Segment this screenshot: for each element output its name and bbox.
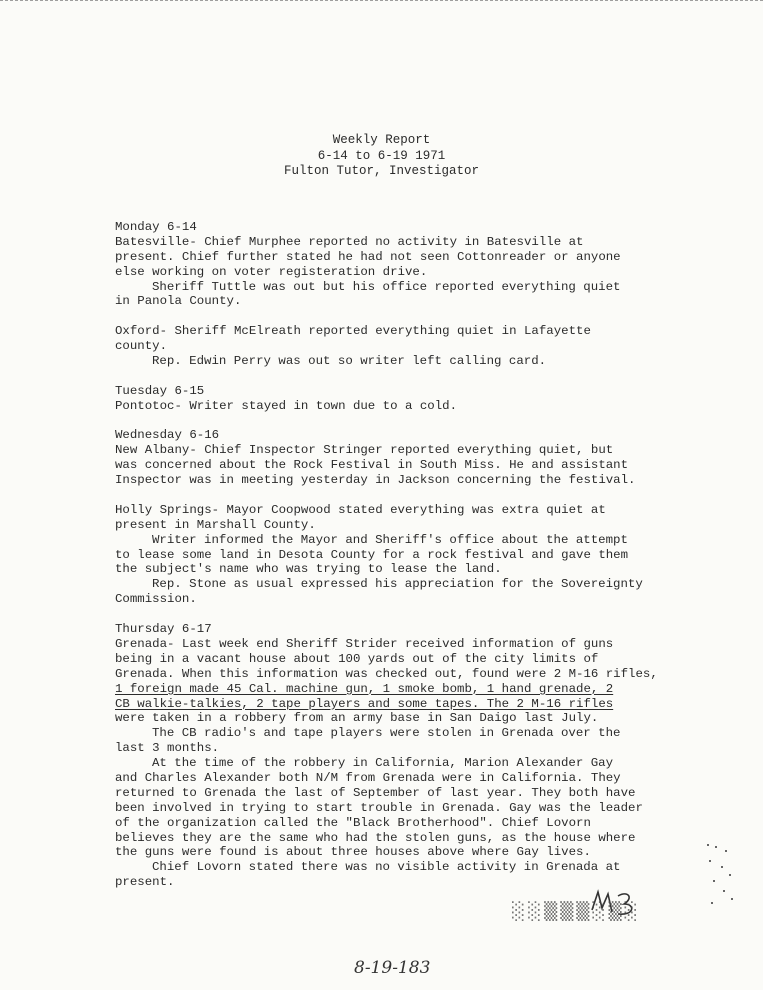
body-line: returned to Grenada the last of September of last year. They both have bbox=[115, 785, 636, 800]
body-line: to lease some land in Desota County for a rock festival and gave them bbox=[115, 547, 629, 562]
body-line-underlined: CB walkie-talkies, 2 tape players and some tapes. The 2 M-16 rifles bbox=[115, 696, 614, 711]
body-line: and Charles Alexander both N/M from Grenada were in California. They bbox=[115, 770, 621, 785]
body-line: Sheriff Tuttle was out but his office reported everything quiet bbox=[152, 279, 621, 294]
body-line: Rep. Stone as usual expressed his appreciation for the Sovereignty bbox=[152, 577, 643, 592]
body-line: else working on voter registeration drive. bbox=[115, 264, 428, 279]
body-line: Inspector was in meeting yesterday in Jackson concerning the festival. bbox=[115, 473, 636, 488]
body-line: present in Marshall County. bbox=[115, 517, 316, 532]
day-heading: Thursday 6-17 bbox=[115, 622, 212, 637]
report-title: Weekly Report bbox=[332, 133, 431, 147]
report-body bbox=[115, 220, 658, 890]
body-line: been involved in trying to start trouble in Grenada. Gay was the leader bbox=[115, 800, 643, 815]
body-line: present. bbox=[115, 875, 175, 890]
body-line: the subject's name who was trying to lease the land. bbox=[115, 562, 502, 577]
body-line: Writer informed the Mayor and Sheriff's office about the attempt bbox=[152, 532, 628, 547]
report-author: Fulton Tutor, Investigator bbox=[283, 164, 480, 178]
body-line: Rep. Edwin Perry was out so writer left calling card. bbox=[152, 354, 547, 369]
day-heading: Wednesday 6-16 bbox=[115, 428, 220, 443]
body-line: The CB radio's and tape players were stolen in Grenada over the bbox=[152, 726, 621, 741]
body-line: were taken in a robbery from an army base in San Daigo last July. bbox=[115, 711, 599, 726]
body-line: last 3 months. bbox=[115, 741, 220, 756]
scan-noise-marks bbox=[705, 840, 735, 910]
body-line: Grenada- Last week end Sheriff Strider received information of guns bbox=[115, 636, 614, 651]
body-line: At the time of the robbery in California, Marion Alexander Gay bbox=[152, 756, 614, 771]
day-heading: Monday 6-14 bbox=[115, 220, 197, 234]
faded-stamp: ░░▒▒▒░▒░ bbox=[512, 902, 641, 922]
body-line: Batesville- Chief Murphee reported no activity in Batesville at bbox=[115, 234, 584, 249]
body-line: county. bbox=[115, 339, 168, 354]
body-line: of the organization called the "Black Brotherhood". Chief Lovorn bbox=[115, 815, 591, 830]
body-line: Pontotoc- Writer stayed in town due to a cold. bbox=[115, 398, 458, 413]
body-line: was concerned about the Rock Festival in South Miss. He and assistant bbox=[115, 458, 629, 473]
body-line: believes they are the same who had the stolen guns, as the house where bbox=[115, 830, 636, 845]
body-line: being in a vacant house about 100 yards out of the city limits of bbox=[115, 651, 599, 666]
day-heading: Tuesday 6-15 bbox=[115, 383, 205, 398]
report-dates: 6-14 to 6-19 1971 bbox=[317, 148, 446, 163]
body-line: the guns were found is about three houses above where Gay lives. bbox=[115, 845, 591, 860]
body-line: Holly Springs- Mayor Coopwood stated everything was extra quiet at bbox=[115, 502, 606, 517]
scan-edge-marks bbox=[0, 0, 763, 5]
report-header bbox=[0, 133, 763, 180]
body-line: New Albany- Chief Inspector Stringer reported everything quiet, but bbox=[115, 443, 614, 458]
page-number: 8-19-183 bbox=[354, 958, 431, 978]
body-line: present. Chief further stated he had not seen Cottonreader or anyone bbox=[115, 249, 621, 264]
body-line: Oxford- Sheriff McElreath reported everything quiet in Lafayette bbox=[115, 324, 591, 339]
body-line: in Panola County. bbox=[115, 294, 242, 309]
body-line: Grenada. When this information was checked out, found were 2 M-16 rifles, bbox=[115, 666, 658, 681]
body-line: Chief Lovorn stated there was no visible activity in Grenada at bbox=[152, 860, 621, 875]
body-line-underlined: 1 foreign made 45 Cal. machine gun, 1 smoke bomb, 1 hand grenade, 2 bbox=[115, 681, 614, 696]
body-line: Commission. bbox=[115, 592, 197, 607]
